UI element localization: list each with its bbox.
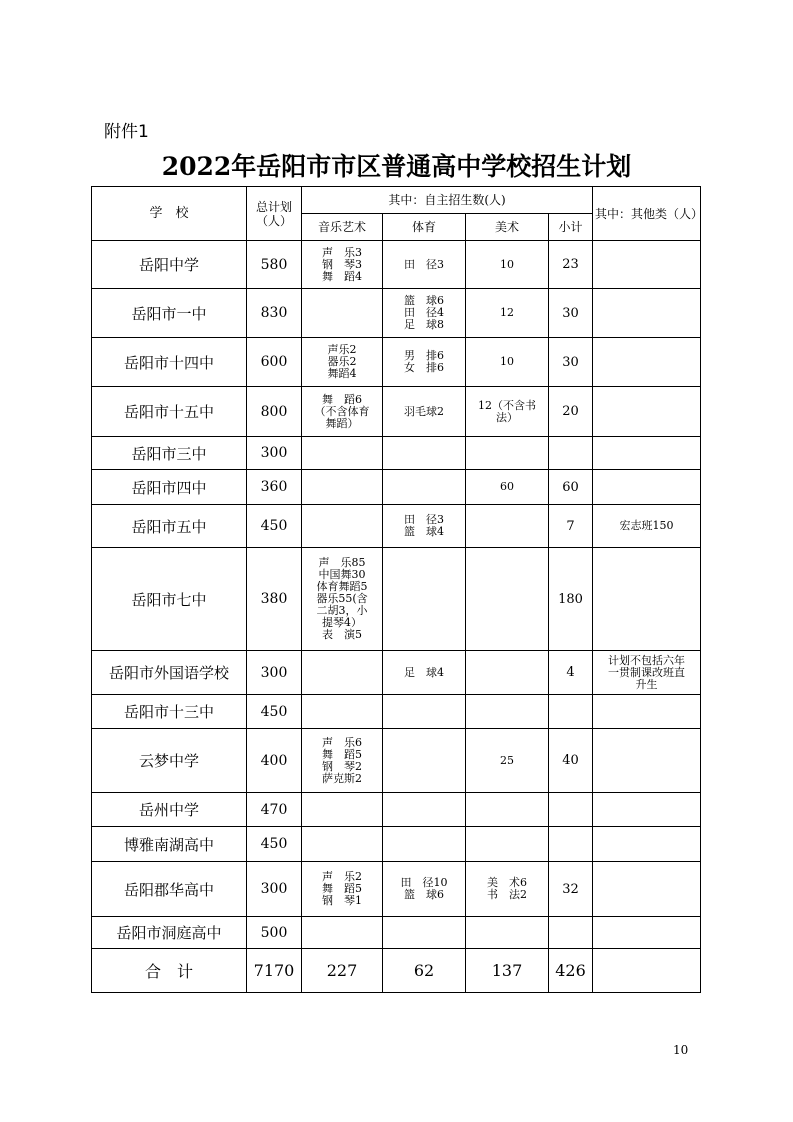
header-music-art: 音乐艺术: [302, 214, 383, 241]
total-plan: 830: [247, 289, 302, 338]
total-plan: 600: [247, 338, 302, 387]
subtotal-cell: 7: [549, 505, 593, 548]
other-cell: [593, 793, 701, 827]
fine-art-cell-line: 美 术6: [487, 876, 527, 889]
music-art-cell-line: 舞 蹈5: [322, 882, 362, 895]
subtotal-cell: 20: [549, 387, 593, 437]
sports-cell-line: 篮 球6: [404, 888, 444, 901]
sports-cell: [383, 241, 466, 289]
table-row: [92, 505, 701, 548]
music-art-cell-line: 表 演5: [322, 628, 362, 641]
fine-art-cell: [466, 338, 549, 387]
other-cell: [593, 338, 701, 387]
sports-cell: [383, 695, 466, 729]
music-art-cell-line: 舞蹈）: [325, 416, 359, 430]
music-art-cell: [302, 862, 383, 917]
total-plan: 500: [247, 917, 302, 949]
table-body: [92, 241, 701, 949]
music-art-cell-line: 舞 蹈6: [322, 392, 362, 406]
school-name: 岳阳郡华高中: [92, 862, 247, 917]
music-art-cell: [302, 917, 383, 949]
school-name: 岳阳市十四中: [92, 338, 247, 387]
total-plan: 380: [247, 548, 302, 651]
other-cell: [593, 241, 701, 289]
music-art-cell-line: 钢 琴2: [322, 759, 362, 773]
sports-cell-line: 篮 球6: [404, 294, 444, 307]
music-art-cell: [302, 241, 383, 289]
total-plan: 300: [247, 862, 302, 917]
fine-art-cell: [466, 651, 549, 695]
school-name: 云梦中学: [92, 729, 247, 793]
fine-art-cell-line: 12: [500, 306, 514, 319]
total-subtotal: 426: [549, 949, 593, 993]
table-row: [92, 793, 701, 827]
fine-art-cell-line: 10: [500, 355, 514, 368]
sports-cell: [383, 862, 466, 917]
header-fine-art: 美术: [466, 214, 549, 241]
music-art-cell-line: 器乐2: [327, 355, 357, 368]
sports-cell-line: 羽毛球2: [404, 404, 444, 418]
header-self-enrollment: 其中：自主招生数(人): [302, 187, 593, 214]
sports-cell-line: 女 排6: [404, 361, 444, 374]
table-row: [92, 862, 701, 917]
fine-art-cell: [466, 695, 549, 729]
subtotal-cell: 30: [549, 289, 593, 338]
music-art-cell-line: 提琴4）: [322, 616, 362, 629]
fine-art-cell: [466, 505, 549, 548]
table-row: [92, 470, 701, 505]
subtotal-cell: 40: [549, 729, 593, 793]
sports-cell: [383, 827, 466, 862]
music-art-cell: [302, 338, 383, 387]
subtotal-cell: [549, 695, 593, 729]
table-row: [92, 437, 701, 470]
other-cell-line: 宏志班150: [619, 519, 674, 532]
other-cell: [593, 470, 701, 505]
sports-cell: [383, 338, 466, 387]
sports-cell: [383, 289, 466, 338]
school-name: 岳阳市七中: [92, 548, 247, 651]
total-plan: 580: [247, 241, 302, 289]
sports-cell-line: 足 球4: [404, 665, 444, 679]
total-plan: 7170: [247, 949, 302, 993]
table-row: [92, 651, 701, 695]
school-name: 岳阳市洞庭高中: [92, 917, 247, 949]
fine-art-cell: [466, 793, 549, 827]
enrollment-table: [91, 186, 704, 993]
fine-art-cell-line: 60: [500, 480, 514, 493]
other-cell: [593, 729, 701, 793]
attachment-label: 附件1: [104, 122, 149, 142]
table-row: [92, 338, 701, 387]
sports-cell-line: 男 排6: [404, 349, 444, 362]
subtotal-cell: [549, 917, 593, 949]
music-art-cell: [302, 793, 383, 827]
subtotal-cell: 60: [549, 470, 593, 505]
school-name: 岳阳中学: [92, 241, 247, 289]
fine-art-cell-line: 法）: [496, 410, 518, 424]
music-art-cell-line: 二胡3，小: [316, 604, 368, 617]
fine-art-cell: [466, 917, 549, 949]
header-subtotal: 小计: [549, 214, 593, 241]
music-art-cell-line: 器乐55(含: [316, 592, 368, 605]
total-plan: 450: [247, 505, 302, 548]
fine-art-cell: [466, 289, 549, 338]
sports-cell-line: 田 径3: [404, 257, 444, 271]
music-art-cell-line: 声 乐3: [322, 245, 362, 259]
music-art-cell-line: 声 乐2: [322, 870, 362, 883]
table-row: [92, 241, 701, 289]
sports-cell: [383, 729, 466, 793]
subtotal-cell: 32: [549, 862, 593, 917]
subtotal-cell: 180: [549, 548, 593, 651]
school-name: 岳阳市十五中: [92, 387, 247, 437]
fine-art-cell-line: 12（不含书: [478, 398, 536, 412]
total-plan: 800: [247, 387, 302, 437]
sports-cell: [383, 917, 466, 949]
fine-art-cell: [466, 387, 549, 437]
other-cell: [593, 505, 701, 548]
fine-art-cell: [466, 437, 549, 470]
music-art-cell: [302, 729, 383, 793]
header-other: 其中：其他类（人）: [593, 187, 701, 241]
fine-art-cell: [466, 241, 549, 289]
music-art-cell-line: 中国舞30: [318, 568, 366, 581]
sports-cell-line: 田 径10: [400, 876, 448, 889]
subtotal-cell: 23: [549, 241, 593, 289]
music-art-cell-line: 舞蹈4: [327, 367, 357, 380]
total-other: [593, 949, 701, 993]
fine-art-cell-line: 10: [500, 257, 514, 271]
subtotal-cell: 4: [549, 651, 593, 695]
other-cell-line: 升生: [635, 677, 658, 691]
school-name: 岳阳市四中: [92, 470, 247, 505]
other-cell: [593, 827, 701, 862]
other-cell: [593, 289, 701, 338]
music-art-cell-line: 声乐2: [327, 343, 357, 356]
total-plan: 300: [247, 437, 302, 470]
music-art-cell: [302, 505, 383, 548]
sports-cell: [383, 470, 466, 505]
music-art-cell-line: 体育舞蹈5: [316, 580, 368, 593]
sports-cell: [383, 793, 466, 827]
music-art-cell-line: 钢 琴1: [322, 894, 362, 907]
music-art-cell-line: 声 乐6: [322, 735, 362, 749]
fine-art-cell: [466, 862, 549, 917]
sports-cell: [383, 651, 466, 695]
header-total: 总计划（人）: [247, 187, 302, 241]
table-row: [92, 387, 701, 437]
other-cell: [593, 651, 701, 695]
total-fine-art: 137: [466, 949, 549, 993]
fine-art-cell: [466, 470, 549, 505]
school-name: 岳阳市三中: [92, 437, 247, 470]
fine-art-cell-line: 25: [500, 753, 514, 767]
fine-art-cell: [466, 729, 549, 793]
music-art-cell: [302, 437, 383, 470]
other-cell: [593, 917, 701, 949]
subtotal-cell: [549, 793, 593, 827]
other-cell: [593, 387, 701, 437]
table-row: [92, 917, 701, 949]
sports-cell: [383, 437, 466, 470]
total-plan: 400: [247, 729, 302, 793]
table-row: [92, 827, 701, 862]
total-plan: 300: [247, 651, 302, 695]
music-art-cell-line: 舞 蹈5: [322, 747, 362, 761]
sports-cell: [383, 387, 466, 437]
other-cell-line: 一贯制课改班直: [608, 665, 685, 679]
music-art-cell-line: （不含体育: [314, 404, 370, 418]
other-cell: [593, 862, 701, 917]
school-name: 岳阳市十三中: [92, 695, 247, 729]
music-art-cell-line: 萨克斯2: [322, 771, 362, 785]
table-row: [92, 695, 701, 729]
music-art-cell: [302, 548, 383, 651]
total-plan: 450: [247, 695, 302, 729]
music-art-cell: [302, 470, 383, 505]
sports-cell: [383, 505, 466, 548]
other-cell-line: 计划不包括六年: [608, 653, 685, 667]
subtotal-cell: 30: [549, 338, 593, 387]
school-name: 岳阳市一中: [92, 289, 247, 338]
subtotal-cell: [549, 827, 593, 862]
sports-cell-line: 篮 球4: [404, 525, 444, 538]
other-cell: [593, 695, 701, 729]
sports-cell: [383, 548, 466, 651]
total-music: 227: [302, 949, 383, 993]
total-plan: 450: [247, 827, 302, 862]
other-cell: [593, 548, 701, 651]
header-school: 学 校: [92, 187, 247, 241]
fine-art-cell: [466, 548, 549, 651]
page-number: 10: [673, 1043, 689, 1057]
sports-cell-line: 田 径4: [404, 306, 444, 319]
total-label: 合 计: [92, 949, 247, 993]
music-art-cell-line: 舞 蹈4: [322, 269, 362, 283]
total-plan: 470: [247, 793, 302, 827]
music-art-cell: [302, 387, 383, 437]
page-title: 2022年岳阳市市区普通高中学校招生计划: [161, 152, 632, 181]
total-plan: 360: [247, 470, 302, 505]
sports-cell-line: 田 径3: [404, 513, 444, 526]
school-name: 岳阳市外国语学校: [92, 651, 247, 695]
music-art-cell-line: 声 乐85: [318, 556, 366, 569]
subtotal-cell: [549, 437, 593, 470]
table-row: [92, 289, 701, 338]
header-sports: 体育: [383, 214, 466, 241]
table-row: [92, 729, 701, 793]
other-cell: [593, 437, 701, 470]
music-art-cell: [302, 695, 383, 729]
school-name: 博雅南湖高中: [92, 827, 247, 862]
table-row: [92, 548, 701, 651]
music-art-cell: [302, 651, 383, 695]
music-art-cell: [302, 827, 383, 862]
school-name: 岳州中学: [92, 793, 247, 827]
sports-cell-line: 足 球8: [404, 318, 444, 331]
fine-art-cell-line: 书 法2: [487, 888, 527, 901]
total-sports: 62: [383, 949, 466, 993]
total-row: [92, 949, 701, 993]
music-art-cell: [302, 289, 383, 338]
school-name: 岳阳市五中: [92, 505, 247, 548]
music-art-cell-line: 钢 琴3: [322, 257, 362, 271]
fine-art-cell: [466, 827, 549, 862]
